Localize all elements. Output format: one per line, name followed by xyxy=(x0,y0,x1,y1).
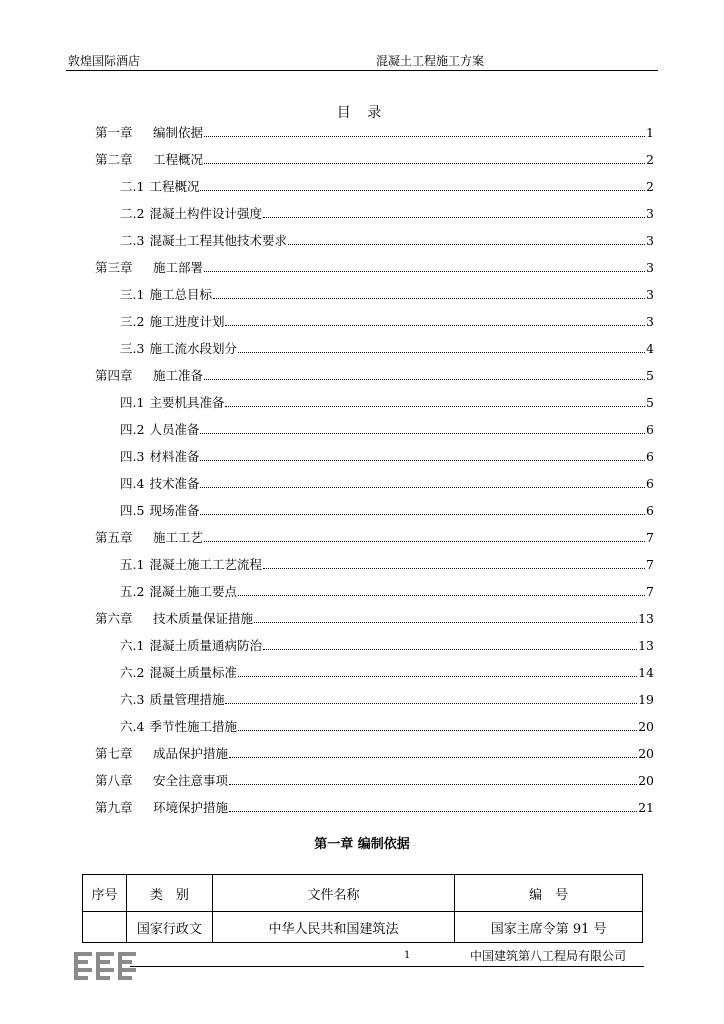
toc-entry-page: 3 xyxy=(646,233,654,248)
toc-entry-page: 6 xyxy=(646,476,654,491)
toc-entry[interactable] xyxy=(120,313,654,331)
header-document-title: 混凝土工程施工方案 xyxy=(376,54,485,68)
toc-entry-number: 第七章 xyxy=(95,746,133,761)
footer-company-name: 中国建筑第八工程局有限公司 xyxy=(470,949,627,963)
page-header xyxy=(66,52,658,70)
toc-entry[interactable] xyxy=(120,340,654,358)
toc-entry[interactable] xyxy=(120,556,654,574)
toc-entry[interactable] xyxy=(95,610,654,628)
toc-entry-number: 五.1 xyxy=(120,557,145,572)
toc-dot-leader xyxy=(238,729,637,731)
toc-entry-number: 三.3 xyxy=(120,341,145,356)
toc-entry-number: 六.2 xyxy=(120,665,145,680)
section-heading: 第一章 编制依据 xyxy=(314,837,410,852)
toc-entry-page: 14 xyxy=(638,665,654,680)
toc-dot-leader xyxy=(254,621,637,623)
toc-entry-number: 第六章 xyxy=(95,611,133,626)
toc-entry-title: 施工准备 xyxy=(153,368,204,383)
toc-entry[interactable] xyxy=(120,664,654,682)
toc-dot-leader xyxy=(225,324,645,326)
toc-dot-leader xyxy=(229,756,637,758)
toc-entry-page: 21 xyxy=(638,800,654,815)
toc-entry[interactable] xyxy=(120,286,654,304)
toc-entry-title: 混凝土质量通病防治 xyxy=(149,638,262,653)
toc-entry[interactable] xyxy=(120,178,654,196)
toc-entry-number: 第八章 xyxy=(95,773,133,788)
toc-entry[interactable] xyxy=(95,151,654,169)
toc-entry-title: 人员准备 xyxy=(149,422,200,437)
basis-table xyxy=(82,874,643,943)
toc-entry-title: 施工部署 xyxy=(153,260,204,275)
toc-entry-page: 19 xyxy=(638,692,654,707)
toc-entry[interactable] xyxy=(95,367,654,385)
toc-entry-title: 成品保护措施 xyxy=(153,746,229,761)
toc-dot-leader xyxy=(263,216,645,218)
toc-entry-title: 施工流水段划分 xyxy=(149,341,237,356)
toc-dot-leader xyxy=(200,432,645,434)
toc-entry-number: 第一章 xyxy=(95,125,133,140)
toc-entry-number: 六.4 xyxy=(120,719,145,734)
toc-entry-page: 13 xyxy=(638,638,654,653)
table-row xyxy=(83,912,643,943)
toc-entry-page: 7 xyxy=(646,530,654,545)
toc-entry-number: 二.2 xyxy=(120,206,145,221)
toc-entry-title: 主要机具准备 xyxy=(149,395,225,410)
toc-dot-leader xyxy=(204,270,645,272)
toc-entry-title: 混凝土构件设计强度 xyxy=(149,206,262,221)
toc-entry-number: 第五章 xyxy=(95,530,133,545)
toc-entry-title: 施工总目标 xyxy=(149,287,212,302)
toc-entry-page: 3 xyxy=(646,206,654,221)
toc-entry-number: 三.2 xyxy=(120,314,145,329)
toc-dot-leader xyxy=(238,594,645,596)
toc-dot-leader xyxy=(204,378,645,380)
toc-entry-page: 3 xyxy=(646,287,654,302)
toc-dot-leader xyxy=(263,648,637,650)
toc-dot-leader xyxy=(229,810,637,812)
header-rule xyxy=(66,70,658,71)
toc-entry-title: 材料准备 xyxy=(149,449,200,464)
toc-entry-title: 季节性施工措施 xyxy=(149,719,237,734)
toc-entry-title: 混凝土工程其他技术要求 xyxy=(149,233,287,248)
col-header-category: 类 别 xyxy=(126,875,212,912)
toc-entry-page: 2 xyxy=(646,179,654,194)
toc-entry-title: 技术质量保证措施 xyxy=(153,611,254,626)
toc-entry-page: 6 xyxy=(646,422,654,437)
toc-entry-number: 六.3 xyxy=(120,692,145,707)
toc-entry[interactable] xyxy=(120,475,654,493)
toc-entry-title: 技术准备 xyxy=(149,476,200,491)
toc-title: 目 录 xyxy=(336,105,388,121)
toc-dot-leader xyxy=(200,189,645,191)
toc-entry-number: 第九章 xyxy=(95,800,133,815)
toc-entry-number: 二.3 xyxy=(120,233,145,248)
toc-entry[interactable] xyxy=(120,691,654,709)
toc-dot-leader xyxy=(229,783,637,785)
toc-entry-page: 5 xyxy=(646,395,654,410)
cell-code: 国家主席令第 91 号 xyxy=(455,912,643,943)
cell-category: 国家行政文 xyxy=(126,912,212,943)
toc-entry[interactable] xyxy=(95,799,654,817)
toc-entry-page: 3 xyxy=(646,260,654,275)
toc-entry-title: 现场准备 xyxy=(149,503,200,518)
toc-dot-leader xyxy=(204,162,645,164)
toc-dot-leader xyxy=(200,513,645,515)
toc-entry-number: 第二章 xyxy=(95,152,133,167)
toc-dot-leader xyxy=(204,540,645,542)
toc-entry-title: 混凝土质量标准 xyxy=(149,665,237,680)
toc-entry-title: 混凝土施工工艺流程 xyxy=(149,557,262,572)
toc-dot-leader xyxy=(238,675,637,677)
toc-entry[interactable] xyxy=(120,232,654,250)
toc-entry[interactable] xyxy=(120,637,654,655)
toc-entry[interactable] xyxy=(120,448,654,466)
cell-index xyxy=(83,912,127,943)
toc-entry-title: 施工工艺 xyxy=(153,530,204,545)
toc-dot-leader xyxy=(200,459,645,461)
toc-entry-page: 6 xyxy=(646,503,654,518)
toc-entry-title: 编制依据 xyxy=(153,125,204,140)
toc-dot-leader xyxy=(225,405,645,407)
toc-entry-page: 2 xyxy=(646,152,654,167)
toc-entry-page: 20 xyxy=(638,746,654,761)
toc-entry-title: 施工进度计划 xyxy=(149,314,225,329)
toc-entry-number: 二.1 xyxy=(120,179,145,194)
toc-entry-number: 第四章 xyxy=(95,368,133,383)
toc-dot-leader xyxy=(200,486,645,488)
col-header-document-name: 文件名称 xyxy=(212,875,455,912)
toc-entry-page: 13 xyxy=(638,611,654,626)
col-header-index: 序号 xyxy=(83,875,127,912)
toc-entry-number: 四.3 xyxy=(120,449,145,464)
cell-document-name: 中华人民共和国建筑法 xyxy=(212,912,455,943)
toc-entry-page: 7 xyxy=(646,557,654,572)
toc-entry[interactable] xyxy=(120,421,654,439)
toc-entry-page: 1 xyxy=(646,125,654,140)
toc-entry[interactable] xyxy=(95,259,654,277)
toc-entry-number: 三.1 xyxy=(120,287,145,302)
toc-entry[interactable] xyxy=(120,394,654,412)
toc-entry-title: 安全注意事项 xyxy=(153,773,229,788)
toc-entry-title: 工程概况 xyxy=(153,152,204,167)
toc-entry[interactable] xyxy=(95,772,654,790)
footer-rule xyxy=(130,966,644,967)
toc-dot-leader xyxy=(204,135,645,137)
header-project-name: 敦煌国际酒店 xyxy=(68,54,141,68)
toc-entry[interactable] xyxy=(95,124,654,142)
toc-entry-number: 四.5 xyxy=(120,503,145,518)
toc-entry-page: 20 xyxy=(638,773,654,788)
toc-entry-title: 工程概况 xyxy=(149,179,200,194)
toc-entry-number: 五.2 xyxy=(120,584,145,599)
toc-dot-leader xyxy=(263,567,645,569)
toc-dot-leader xyxy=(238,351,645,353)
toc-entry[interactable] xyxy=(95,745,654,763)
toc-entry-page: 5 xyxy=(646,368,654,383)
toc-entry-title: 混凝土施工要点 xyxy=(149,584,237,599)
toc-entry[interactable] xyxy=(120,583,654,601)
toc-dot-leader xyxy=(213,297,645,299)
toc-entry-page: 6 xyxy=(646,449,654,464)
toc-entry-page: 4 xyxy=(646,341,654,356)
toc-entry-title: 质量管理措施 xyxy=(149,692,225,707)
toc-entry-number: 四.4 xyxy=(120,476,145,491)
toc-entry-page: 3 xyxy=(646,314,654,329)
table-header-row xyxy=(83,875,643,912)
toc-dot-leader xyxy=(288,243,645,245)
toc-entry[interactable] xyxy=(120,718,654,736)
toc-entry-number: 六.1 xyxy=(120,638,145,653)
toc-entry-title: 环境保护措施 xyxy=(153,800,229,815)
toc-entry[interactable] xyxy=(120,205,654,223)
toc-entry-number: 四.2 xyxy=(120,422,145,437)
toc-entry-number: 四.1 xyxy=(120,395,145,410)
col-header-code: 编 号 xyxy=(455,875,643,912)
page-number: 1 xyxy=(404,950,411,961)
toc-entry-page: 7 xyxy=(646,584,654,599)
toc-entry-page: 20 xyxy=(638,719,654,734)
toc-dot-leader xyxy=(225,702,637,704)
toc-entry[interactable] xyxy=(95,529,654,547)
toc-entry-number: 第三章 xyxy=(95,260,133,275)
toc-entry[interactable] xyxy=(120,502,654,520)
